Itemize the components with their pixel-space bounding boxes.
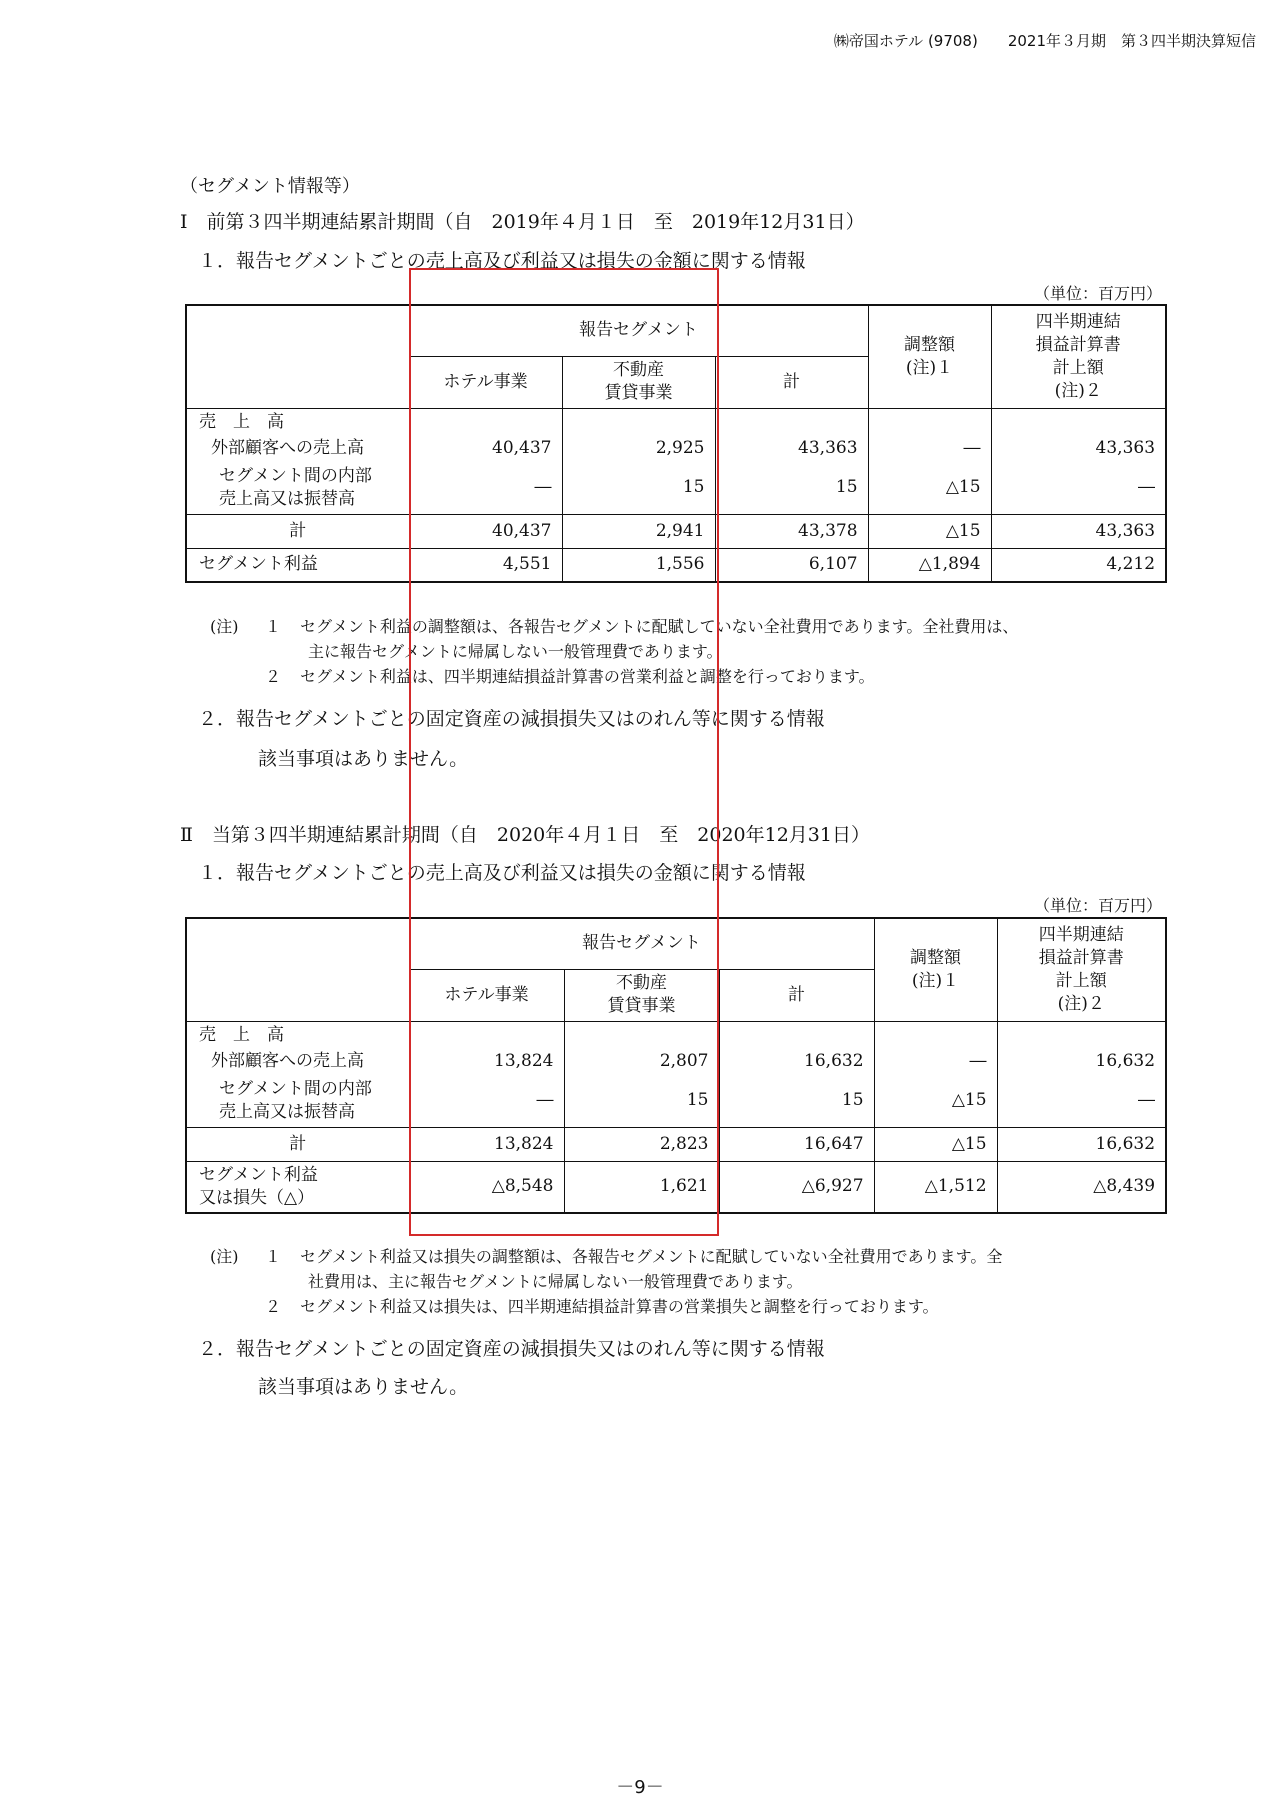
cell-value: 16,632 [997, 1127, 1166, 1161]
row-label-profit: セグメント利益 又は損失（△） [186, 1161, 409, 1213]
header-total: 計 [719, 969, 874, 1021]
cell-value: △15 [868, 514, 991, 548]
header-consolidated-amount: 四半期連結 損益計算書 計上額 (注)２ [991, 305, 1166, 408]
header-hotel: ホテル事業 [409, 969, 564, 1021]
period-2-note-1-number: １ [265, 1247, 282, 1266]
header-adjustment: 調整額 (注)１ [868, 305, 991, 408]
period-1-subheading-segment-info: １．報告セグメントごとの売上高及び利益又は損失の金額に関する情報 [198, 250, 806, 272]
cell-value: △1,512 [874, 1161, 997, 1213]
row-label-external: 外部顧客への売上高 [186, 1047, 409, 1075]
cell-value: 16,632 [997, 1047, 1166, 1075]
cell-value: ― [409, 462, 562, 514]
cell-value: 43,363 [991, 514, 1166, 548]
cell-value: 2,925 [562, 434, 715, 462]
cell-value: 43,378 [715, 514, 868, 548]
period-2-none-text: 該当事項はありません。 [258, 1376, 469, 1398]
row-label-sum: 計 [186, 514, 409, 548]
period-2-notes-label: (注) [210, 1247, 239, 1266]
period-1-note-2-line-1: セグメント利益は、四半期連結損益計算書の営業利益と調整を行っております。 [300, 667, 875, 686]
period-2-title: Ⅱ 当第３四半期連結累計期間（自 2020年４月１日 至 2020年12月31日） [180, 824, 870, 846]
header-real-estate: 不動産 賃貸事業 [562, 356, 715, 408]
row-label-profit: セグメント利益 [186, 548, 409, 582]
highlight-box [409, 268, 719, 1236]
cell-value: 40,437 [409, 514, 562, 548]
cell-value: 16,647 [719, 1127, 874, 1161]
period-1-unit-label: （単位：百万円） [1033, 284, 1162, 303]
cell-value: △1,894 [868, 548, 991, 582]
cell-value: △8,439 [997, 1161, 1166, 1213]
period-1-subheading-impairment: ２．報告セグメントごとの固定資産の減損損失又はのれん等に関する情報 [198, 708, 825, 730]
cell-value: 2,941 [562, 514, 715, 548]
period-2-subheading-impairment: ２．報告セグメントごとの固定資産の減損損失又はのれん等に関する情報 [198, 1338, 825, 1360]
period-1-note-2-number: ２ [265, 667, 282, 686]
cell-value: 13,824 [409, 1047, 564, 1075]
row-label-sum: 計 [186, 1127, 409, 1161]
section-heading: （セグメント情報等） [180, 176, 360, 197]
period-2-note-1-line-2: 社費用は、主に報告セグメントに帰属しない一般管理費であります。 [308, 1272, 803, 1291]
cell-value: △15 [868, 462, 991, 514]
period-1-notes-label: (注) [210, 617, 239, 636]
cell-value: 15 [715, 462, 868, 514]
cell-value: ― [409, 1075, 564, 1127]
header-total: 計 [715, 356, 868, 408]
cell-value: △15 [874, 1075, 997, 1127]
row-label-intersegment: セグメント間の内部 売上高又は振替高 [186, 462, 409, 514]
cell-value: 15 [564, 1075, 719, 1127]
period-2-subheading-segment-info: １．報告セグメントごとの売上高及び利益又は損失の金額に関する情報 [198, 862, 806, 884]
document-header: ㈱帝国ホテル (9708) 2021年３月期 第３四半期決算短信 [833, 32, 1256, 50]
cell-value: ― [997, 1075, 1166, 1127]
cell-value: ― [991, 462, 1166, 514]
cell-value: 43,363 [715, 434, 868, 462]
header-consolidated-amount: 四半期連結 損益計算書 計上額 (注)２ [997, 918, 1166, 1021]
cell-value: 43,363 [991, 434, 1166, 462]
cell-value: 1,556 [562, 548, 715, 582]
period-1-note-1-number: １ [265, 617, 282, 636]
row-label-external: 外部顧客への売上高 [186, 434, 409, 462]
cell-value: ― [874, 1047, 997, 1075]
period-1-note-1-line-1: セグメント利益の調整額は、各報告セグメントに配賦していない全社費用であります。全社費用は、 [300, 617, 1019, 636]
cell-value: △15 [874, 1127, 997, 1161]
page-number: －9－ [616, 1777, 664, 1798]
period-2-unit-label: （単位：百万円） [1033, 896, 1162, 915]
header-reporting-segment: 報告セグメント [409, 305, 868, 356]
header-hotel: ホテル事業 [409, 356, 562, 408]
cell-value: 13,824 [409, 1127, 564, 1161]
header-real-estate: 不動産 賃貸事業 [564, 969, 719, 1021]
row-label-sales: 売 上 高 [186, 408, 409, 434]
period-1-none-text: 該当事項はありません。 [258, 748, 469, 770]
cell-value: 15 [719, 1075, 874, 1127]
cell-value: 6,107 [715, 548, 868, 582]
cell-value: 4,551 [409, 548, 562, 582]
cell-value: 2,823 [564, 1127, 719, 1161]
cell-value: 1,621 [564, 1161, 719, 1213]
cell-value: 16,632 [719, 1047, 874, 1075]
period-2-note-2-number: ２ [265, 1297, 282, 1316]
period-2-note-2-line-1: セグメント利益又は損失は、四半期連結損益計算書の営業損失と調整を行っております。 [300, 1297, 939, 1316]
cell-value: △8,548 [409, 1161, 564, 1213]
cell-value: ― [868, 434, 991, 462]
row-label-sales: 売 上 高 [186, 1021, 409, 1047]
cell-value: 2,807 [564, 1047, 719, 1075]
row-label-intersegment: セグメント間の内部 売上高又は振替高 [186, 1075, 409, 1127]
cell-value: △6,927 [719, 1161, 874, 1213]
cell-value: 15 [562, 462, 715, 514]
cell-value: 4,212 [991, 548, 1166, 582]
header-adjustment: 調整額 (注)１ [874, 918, 997, 1021]
period-1-note-1-line-2: 主に報告セグメントに帰属しない一般管理費であります。 [308, 642, 723, 661]
period-1-title: Ⅰ 前第３四半期連結累計期間（自 2019年４月１日 至 2019年12月31日） [180, 211, 865, 233]
period-2-note-1-line-1: セグメント利益又は損失の調整額は、各報告セグメントに配賦していない全社費用であります。全 [300, 1247, 1003, 1266]
header-reporting-segment: 報告セグメント [409, 918, 874, 969]
cell-value: 40,437 [409, 434, 562, 462]
